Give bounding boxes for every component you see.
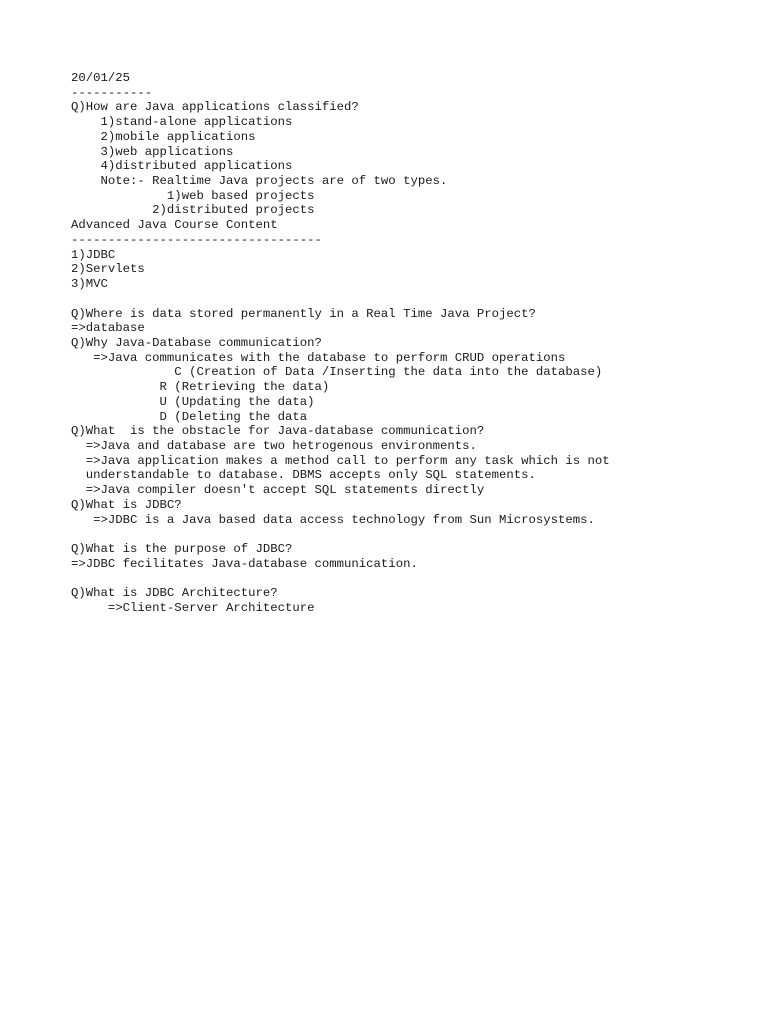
blank-line (71, 571, 731, 586)
answer-line: =>JDBC is a Java based data access technology from Sun Microsystems. (71, 512, 595, 527)
answer-line: =>database (71, 321, 145, 336)
question-line: Q)What is the purpose of JDBC? (71, 542, 293, 556)
crud-line: R (Retrieving the data) (71, 380, 330, 395)
document-text (71, 71, 731, 616)
list-item-line: 1)stand-alone applications (71, 115, 293, 130)
crud-line: D (Deleting the data (71, 409, 308, 424)
question-line: Q)Why Java-Database communication? (71, 335, 322, 350)
question-line: Q)What is JDBC? (71, 497, 182, 512)
crud-line: U (Updating the data) (71, 394, 315, 409)
list-item-line: 2)mobile applications (71, 129, 256, 144)
note-line: Note:- Realtime Java projects are of two types. (71, 174, 448, 189)
question-line: Q)Where is data stored permanently in a Real Time Java Project? (71, 306, 536, 321)
separator-line: ---------------------------------- (71, 232, 322, 247)
list-item-line: 4)distributed applications (71, 159, 293, 174)
list-item-line: 3)MVC (71, 277, 108, 292)
answer-line: understandable to database. DBMS accepts only SQL statements. (71, 468, 536, 483)
list-item-line: 3)web applications (71, 144, 234, 159)
answer-line: =>Java and database are two hetrogenous environments. (71, 438, 477, 453)
blank-line (71, 292, 731, 307)
blank-line (71, 527, 731, 542)
date-line: 20/01/25 (71, 71, 131, 85)
crud-line: C (Creation of Data /Inserting the data into the database) (71, 365, 603, 380)
answer-line: =>Client-Server Architecture (71, 600, 315, 615)
question-line: Q)What is JDBC Architecture? (71, 586, 278, 601)
list-item-line: 2)Servlets (71, 262, 145, 277)
separator-line: ----------- (71, 85, 153, 100)
note-item-line: 2)distributed projects (71, 203, 315, 218)
list-item-line: 1)JDBC (71, 247, 116, 262)
question-line: Q)What is the obstacle for Java-database communication? (71, 424, 485, 439)
section-heading: Advanced Java Course Content (71, 218, 278, 233)
answer-line: =>Java compiler doesn't accept SQL statements directly (71, 483, 485, 498)
answer-line: =>Java application makes a method call to perform any task which is not (71, 453, 610, 468)
question-line: Q)How are Java applications classified? (71, 100, 359, 115)
note-item-line: 1)web based projects (71, 188, 315, 203)
answer-line: =>Java communicates with the database to perform CRUD operations (71, 350, 566, 365)
answer-line: =>JDBC fecilitates Java-database communication. (71, 556, 418, 571)
